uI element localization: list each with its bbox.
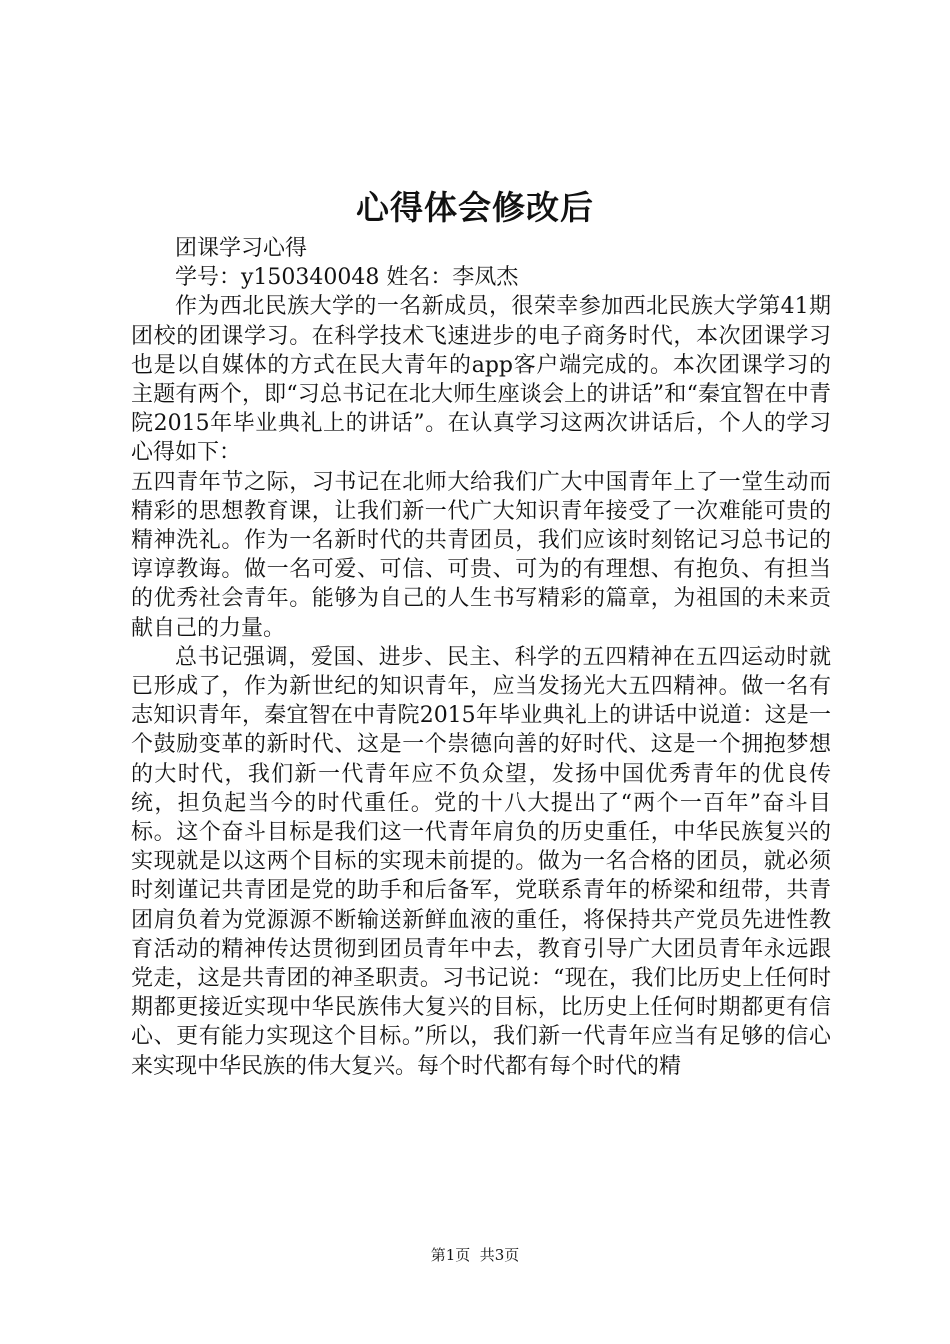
document-title: 心得体会修改后 <box>356 188 594 227</box>
page-number: 第1页 共3页 <box>430 1246 520 1264</box>
paragraph-intro: 作为西北民族大学的一名新成员，很荣幸参加西北民族大学第41期团校的团课学习。在科学技术飞速进步的电子商务时代，本次团课学习也是以自媒体的方式在民大青年的app客户端完成的。本次团课学习的主题有两个，即“习总书记在北大师生座谈会上的讲话”和“秦宜智在中青院2015年毕业典礼上的讲话”。在认真学习这两次讲话后，个人的学习心得如下： <box>131 294 831 466</box>
page-footer <box>0 1244 950 1265</box>
paragraph-may-fourth-spirit: 总书记强调，爱国、进步、民主、科学的五四精神在五四运动时就已形成了，作为新世纪的知识青年，应当发扬光大五四精神。做一名有志知识青年，秦宜智在中青院2015年毕业典礼上的讲话中说道：这是一个鼓励变革的新时代、这是一个崇德向善的好时代、这是一个拥抱梦想的大时代，我们新一代青年应不负众望，发扬中国优秀青年的优良传统，担负起当今的时代重任。党的十八大提出了“两个一百年”奋斗目标。这个奋斗目标是我们这一代青年肩负的历史重任，中华民族复兴的实现就是以这两个目标的实现未前提的。做为一名合格的团员，就必须时刻谨记共青团是党的助手和后备军，党联系青年的桥梁和纽带，共青团肩负着为党源源不断输送新鲜血液的重任，将保持共产党员先进性教育活动的精神传达贯彻到团员青年中去，教育引导广大团员青年永远跟党走，这是共青团的神圣职责。习书记说：“现在，我们比历史上任何时期都更接近实现中华民族伟大复兴的目标，比历史上任何时期都更有信心、更有能力实现这个目标。”所以，我们新一代青年应当有足够的信心来实现中华民族的伟大复兴。每个时代都有每个时代的精 <box>131 644 831 1079</box>
paragraph-youth-day: 五四青年节之际，习书记在北师大给我们广大中国青年上了一堂生动而精彩的思想教育课，让我们新一代广大知识青年接受了一次难能可贵的精神洗礼。作为一名新时代的共青团员，我们应该时刻铭记习总书记的谆谆教诲。做一名可爱、可信、可贵、可为的有理想、有抱负、有担当的优秀社会青年。能够为自己的人生书写精彩的篇章，为祖国的未来贡献自己的力量。 <box>131 469 831 641</box>
author-line: 学号：y150340048 姓名：李凤杰 <box>175 265 519 291</box>
subtitle: 团课学习心得 <box>175 236 308 261</box>
document-body <box>131 234 831 1081</box>
